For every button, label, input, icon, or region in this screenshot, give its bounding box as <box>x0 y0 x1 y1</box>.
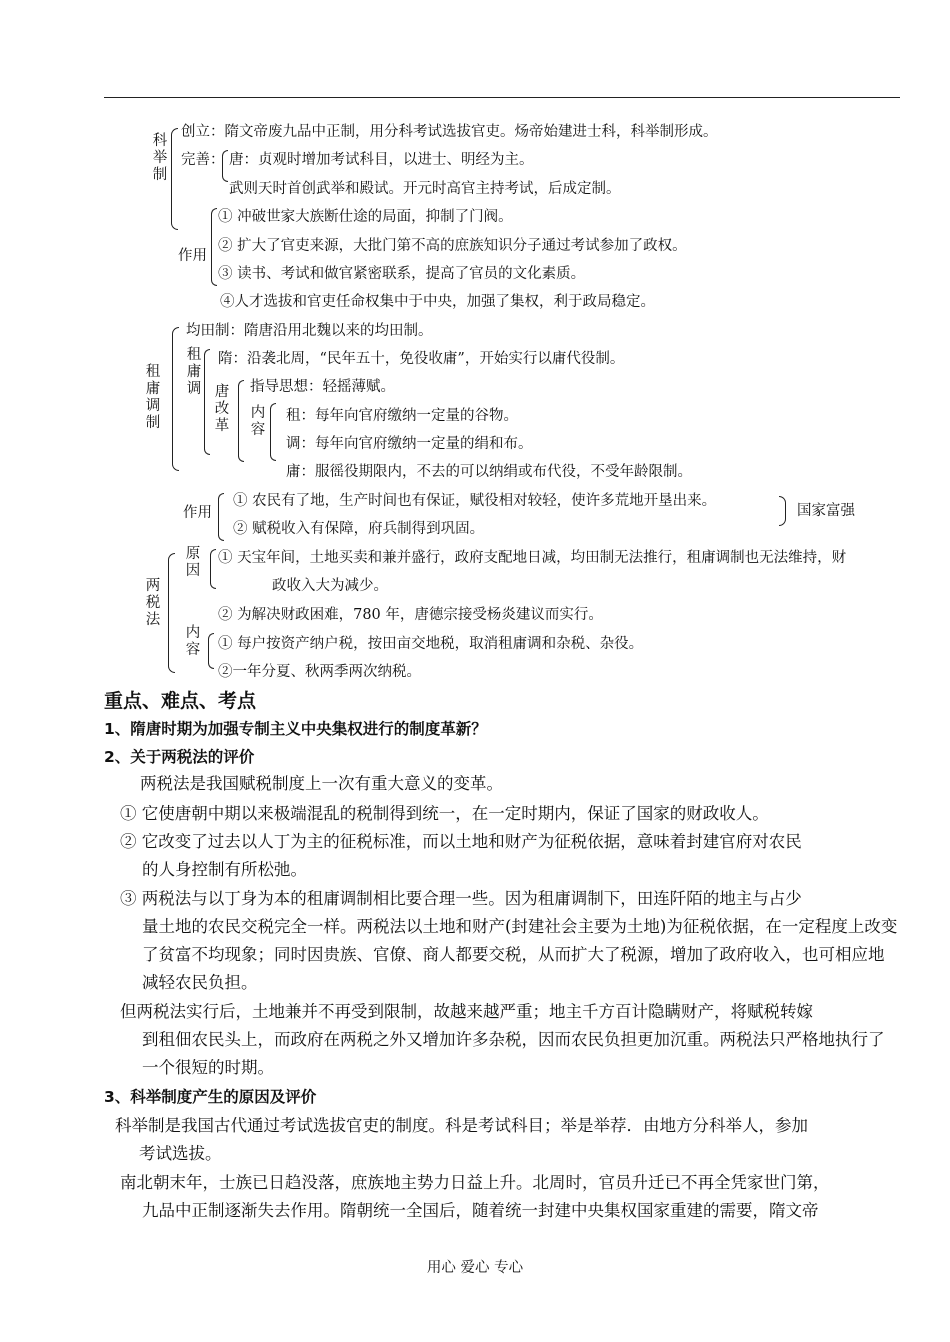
para-4-rest: 到租佃农民头上，而政府在两税之外又增加许多杂税，因而农民负担更加沉重。两税法只严格地执行了一个很短的时期。 <box>142 1030 885 1077</box>
page-footer: 用心 爱心 专心 <box>426 1260 524 1276</box>
keju-zuoyong-3: ③ 读书、考试和做官紧密联系，提高了官员的文化素质。 <box>218 266 586 282</box>
para-1 <box>120 800 900 828</box>
zyd-fuqiang: 国家富强 <box>797 503 855 519</box>
para-intro <box>140 770 900 798</box>
liangshui-brace <box>168 553 175 673</box>
para-2-rest: 的人身控制有所松弛。 <box>142 860 307 879</box>
zyd-juntian: 均田制：隋唐沿用北魏以来的均田制。 <box>186 323 433 339</box>
para-3 <box>120 885 900 997</box>
ls-neirong-brace <box>208 633 214 669</box>
para-2-first: ② 它改变了过去以人丁为主的征税标准，而以土地和财产为征税依据，意味着封建官府对农民 <box>120 832 802 851</box>
keju-wanshan-label: 完善： <box>181 152 225 168</box>
zyd-zuoyong-2: ② 赋税收入有保障，府兵制得到巩固。 <box>233 521 485 537</box>
zyd-sub-brace <box>204 349 210 455</box>
para-6-rest: 九品中正制逐渐失去作用。隋朝统一全国后，随着统一封建中央集权国家重建的需要，隋文帝 <box>142 1201 819 1220</box>
keju-brace <box>171 128 178 230</box>
zyd-zu: 租：每年向官府缴纳一定量的谷物。 <box>286 408 518 424</box>
keju-zuoyong-brace <box>211 208 217 286</box>
zyd-zuoyong-1: ① 农民有了地，生产时间也有保证，赋役相对较轻，使许多荒地开垦出来。 <box>233 493 717 509</box>
keju-wanshan-2: 武则天时首创武举和殿试。开元时高官主持考试，后成定制。 <box>229 181 621 197</box>
para-5-first: 科举制是我国古代通过考试选拔官吏的制度。科是考试科目；举是举荐．由地方分科举人，参加 <box>115 1116 808 1135</box>
question-3: 3、科举制度产生的原因及评价 <box>104 1088 317 1106</box>
yuanyin-2: ② 为解决财政困难，780 年，唐德宗接受杨炎建议而实行。 <box>218 607 603 623</box>
liangshui-title: 两税法 <box>145 578 161 628</box>
para-intro-text: 两税法是我国赋税制度上一次有重大意义的变革。 <box>140 774 503 793</box>
tang-brace <box>238 380 244 462</box>
neirong-2: ②一年分夏、秋两季两次纳税。 <box>218 664 421 680</box>
para-3-first: ③ 两税法与以丁身为本的租庸调制相比要合理一些。因为租庸调制下，田连阡陌的地主与占少 <box>120 889 802 908</box>
wanshan-brace <box>222 150 228 182</box>
para-4 <box>120 998 900 1082</box>
keju-zuoyong-2: ② 扩大了官吏来源，大批门第不高的庶族知识分子通过考试参加了政权。 <box>218 238 687 254</box>
zyd-yong: 庸：服徭役期限内，不去的可以纳绢或布代役，不受年龄限制。 <box>286 464 692 480</box>
yuanyin-1: ① 天宝年间，土地买卖和兼并盛行，政府支配地日减，均田制无法推行，租庸调制也无法维持，财 <box>218 550 847 566</box>
keju-zuoyong-label: 作用 <box>178 248 207 264</box>
para-6-first: 南北朝末年，士族已日趋没落，庶族地主势力日益上升。北周时，官员升迁已不再全凭家世门第， <box>120 1173 830 1192</box>
zyd-sui: 隋：沿袭北周，“民年五十，免役收庸”，开始实行以庸代役制。 <box>218 351 625 367</box>
keju-zuoyong-4: ④人才选拔和官吏任命权集中于中央，加强了集权，利于政局稳定。 <box>220 294 655 310</box>
para-5 <box>115 1112 900 1168</box>
zyd-brace <box>172 327 179 471</box>
para-1-text: ① 它使唐朝中期以来极端混乱的税制得到统一，在一定时期内，保证了国家的财政收人。 <box>120 804 769 823</box>
zyd-diao: 调：每年向官府缴纳一定量的绢和布。 <box>286 436 533 452</box>
zyd-zhidao: 指导思想：轻摇薄赋。 <box>250 379 395 395</box>
para-6 <box>120 1169 900 1225</box>
keju-chuangli: 创立：隋文帝废九品中正制，用分科考试选拔官吏。炀帝始建进士科，科举制形成。 <box>181 124 718 140</box>
question-1: 1、隋唐时期为加强专制主义中央集权进行的制度革新？ <box>104 720 487 738</box>
question-2: 2、关于两税法的评价 <box>104 748 255 766</box>
para-4-first: 但两税法实行后，土地兼并不再受到限制，故越来越严重；地主千方百计隐瞒财产，将赋税转嫁 <box>120 1002 813 1021</box>
yuanyin-1b: 政收入大为减少。 <box>272 578 388 594</box>
neirong-brace <box>270 403 276 461</box>
yuanyin-brace <box>210 549 216 589</box>
zyd-zuoyong-label: 作用 <box>183 505 212 521</box>
keju-title: 科举制 <box>152 133 168 183</box>
zyd-title: 租庸调制 <box>145 364 161 431</box>
yuanyin-label: 原因 <box>185 546 201 579</box>
fuqiang-brace <box>779 496 786 526</box>
para-3-rest: 量土地的农民交税完全一样。两税法以土地和财产(封建社会主要为土地)为征税依据，在一定程度上改变了贫富不均现象；同时因贵族、官僚、商人都要交税，从而扩大了税源，增加了政府收入，也可相应地减轻农民负担。 <box>142 917 898 992</box>
neirong-label: 内容 <box>185 625 201 658</box>
section-heading: 重点、难点、考点 <box>104 690 257 712</box>
zyd-zuoyong-brace <box>218 493 224 541</box>
zyd-neirong-label: 内容 <box>250 405 266 438</box>
keju-wanshan-1: 唐：贞观时增加考试科目，以进士、明经为主。 <box>229 152 534 168</box>
zyd-sub-label: 租庸调 <box>186 347 202 397</box>
keju-zuoyong-1: ① 冲破世家大族断仕途的局面，抑制了门阀。 <box>218 209 513 225</box>
para-5-rest: 考试选拔。 <box>139 1144 222 1163</box>
header-rule <box>104 97 900 98</box>
para-2 <box>120 828 900 884</box>
zyd-tang-label: 唐改革 <box>214 384 230 434</box>
neirong-1: ① 每户按资产纳户税，按田亩交地税，取消租庸调和杂税、杂役。 <box>218 636 644 652</box>
